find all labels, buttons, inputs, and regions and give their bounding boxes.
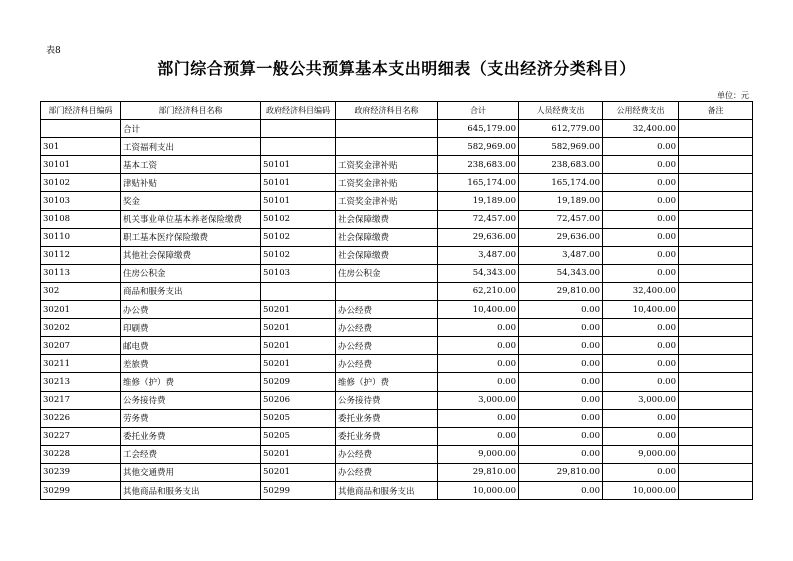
- dept-code-cell: 302: [41, 282, 121, 300]
- table-row: [41, 282, 753, 300]
- col-header-personnel: 人员经费支出: [519, 102, 603, 120]
- dept-name-cell: 劳务费: [121, 409, 261, 427]
- dept-code-cell: 30217: [41, 391, 121, 409]
- total-cell: 3,000.00: [438, 391, 519, 409]
- gov-name-cell: 公务接待费: [336, 391, 438, 409]
- gov-code-cell: 50201: [261, 355, 336, 373]
- public-cell: 0.00: [603, 427, 679, 445]
- dept-name-cell: 办公费: [121, 301, 261, 319]
- total-cell: 582,969.00: [438, 138, 519, 156]
- gov-code-cell: 50299: [261, 481, 336, 499]
- gov-name-cell: 工资奖金津补贴: [336, 192, 438, 210]
- public-cell: 0.00: [603, 138, 679, 156]
- public-cell: 0.00: [603, 192, 679, 210]
- table-row: [41, 463, 753, 481]
- dept-code-cell: 30110: [41, 228, 121, 246]
- total-cell: 0.00: [438, 337, 519, 355]
- note-cell: [679, 445, 753, 463]
- note-cell: [679, 120, 753, 138]
- total-cell: 645,179.00: [438, 120, 519, 138]
- col-header-dept-code: 部门经济科目编码: [41, 102, 121, 120]
- table-row: [41, 319, 753, 337]
- note-cell: [679, 355, 753, 373]
- dept-name-cell: 奖金: [121, 192, 261, 210]
- personnel-cell: 0.00: [519, 319, 603, 337]
- gov-code-cell: 50102: [261, 246, 336, 264]
- note-cell: [679, 210, 753, 228]
- dept-name-cell: 印刷费: [121, 319, 261, 337]
- gov-code-cell: 50206: [261, 391, 336, 409]
- personnel-cell: 0.00: [519, 337, 603, 355]
- table-row: [41, 264, 753, 282]
- dept-code-cell: 30201: [41, 301, 121, 319]
- gov-code-cell: 50201: [261, 319, 336, 337]
- personnel-cell: 0.00: [519, 391, 603, 409]
- gov-code-cell: 50201: [261, 445, 336, 463]
- personnel-cell: 0.00: [519, 301, 603, 319]
- personnel-cell: 0.00: [519, 427, 603, 445]
- dept-code-cell: 30226: [41, 409, 121, 427]
- total-cell: 0.00: [438, 355, 519, 373]
- gov-name-cell: 工资奖金津补贴: [336, 156, 438, 174]
- gov-code-cell: 50101: [261, 192, 336, 210]
- note-cell: [679, 373, 753, 391]
- gov-code-cell: 50101: [261, 174, 336, 192]
- gov-name-cell: 社会保障缴费: [336, 210, 438, 228]
- note-cell: [679, 282, 753, 300]
- personnel-cell: 54,343.00: [519, 264, 603, 282]
- table-row: [41, 228, 753, 246]
- total-cell: 165,174.00: [438, 174, 519, 192]
- personnel-cell: 238,683.00: [519, 156, 603, 174]
- table-row: [41, 337, 753, 355]
- dept-name-cell: 差旅费: [121, 355, 261, 373]
- public-cell: 0.00: [603, 264, 679, 282]
- gov-code-cell: 50101: [261, 156, 336, 174]
- note-cell: [679, 264, 753, 282]
- gov-name-cell: 社会保障缴费: [336, 228, 438, 246]
- table-number: 表8: [46, 46, 61, 56]
- gov-name-cell: 办公经费: [336, 445, 438, 463]
- note-cell: [679, 409, 753, 427]
- public-cell: 0.00: [603, 355, 679, 373]
- dept-code-cell: 30211: [41, 355, 121, 373]
- gov-name-cell: 工资奖金津补贴: [336, 174, 438, 192]
- table-row: [41, 373, 753, 391]
- dept-code-cell: 30228: [41, 445, 121, 463]
- gov-name-cell: 委托业务费: [336, 409, 438, 427]
- col-header-total: 合计: [438, 102, 519, 120]
- table-row: [41, 355, 753, 373]
- dept-code-cell: 30112: [41, 246, 121, 264]
- dept-name-cell: 其他交通费用: [121, 463, 261, 481]
- gov-name-cell: 其他商品和服务支出: [336, 481, 438, 499]
- public-cell: 0.00: [603, 174, 679, 192]
- gov-code-cell: 50102: [261, 210, 336, 228]
- dept-name-cell: 机关事业单位基本养老保险缴费: [121, 210, 261, 228]
- personnel-cell: 72,457.00: [519, 210, 603, 228]
- gov-name-cell: 社会保障缴费: [336, 246, 438, 264]
- dept-name-cell: 工资福利支出: [121, 138, 261, 156]
- note-cell: [679, 481, 753, 499]
- col-header-gov-name: 政府经济科目名称: [336, 102, 438, 120]
- dept-name-cell: 工会经费: [121, 445, 261, 463]
- personnel-cell: 19,189.00: [519, 192, 603, 210]
- note-cell: [679, 301, 753, 319]
- dept-name-cell: 津贴补贴: [121, 174, 261, 192]
- public-cell: 10,000.00: [603, 481, 679, 499]
- table-row: [41, 391, 753, 409]
- dept-code-cell: 301: [41, 138, 121, 156]
- dept-name-cell: 商品和服务支出: [121, 282, 261, 300]
- total-cell: 9,000.00: [438, 445, 519, 463]
- dept-code-cell: 30108: [41, 210, 121, 228]
- personnel-cell: 0.00: [519, 409, 603, 427]
- gov-name-cell: 办公经费: [336, 355, 438, 373]
- gov-name-cell: 住房公积金: [336, 264, 438, 282]
- gov-code-cell: 50201: [261, 337, 336, 355]
- dept-name-cell: 其他社会保障缴费: [121, 246, 261, 264]
- gov-code-cell: 50201: [261, 301, 336, 319]
- total-cell: 62,210.00: [438, 282, 519, 300]
- public-cell: 0.00: [603, 156, 679, 174]
- dept-name-cell: 基本工资: [121, 156, 261, 174]
- public-cell: 32,400.00: [603, 120, 679, 138]
- personnel-cell: 0.00: [519, 481, 603, 499]
- budget-table: [40, 101, 753, 500]
- public-cell: 0.00: [603, 337, 679, 355]
- dept-code-cell: 30101: [41, 156, 121, 174]
- personnel-cell: 29,636.00: [519, 228, 603, 246]
- total-cell: 29,810.00: [438, 463, 519, 481]
- public-cell: 0.00: [603, 210, 679, 228]
- note-cell: [679, 427, 753, 445]
- table-row: [41, 301, 753, 319]
- table-row: [41, 481, 753, 499]
- dept-name-cell: 住房公积金: [121, 264, 261, 282]
- public-cell: 0.00: [603, 409, 679, 427]
- table-row: [41, 246, 753, 264]
- gov-name-cell: 办公经费: [336, 301, 438, 319]
- public-cell: 0.00: [603, 463, 679, 481]
- table-row: [41, 174, 753, 192]
- dept-code-cell: 30202: [41, 319, 121, 337]
- dept-code-cell: 30227: [41, 427, 121, 445]
- gov-code-cell: [261, 282, 336, 300]
- dept-code-cell: 30102: [41, 174, 121, 192]
- table-header-row: [41, 102, 753, 120]
- table-body: [41, 120, 753, 500]
- gov-name-cell: [336, 282, 438, 300]
- total-cell: 19,189.00: [438, 192, 519, 210]
- dept-name-cell: 委托业务费: [121, 427, 261, 445]
- total-cell: 72,457.00: [438, 210, 519, 228]
- dept-code-cell: 30299: [41, 481, 121, 499]
- gov-code-cell: 50205: [261, 409, 336, 427]
- note-cell: [679, 246, 753, 264]
- personnel-cell: 582,969.00: [519, 138, 603, 156]
- public-cell: 10,400.00: [603, 301, 679, 319]
- public-cell: 3,000.00: [603, 391, 679, 409]
- dept-code-cell: 30207: [41, 337, 121, 355]
- total-cell: 238,683.00: [438, 156, 519, 174]
- note-cell: [679, 391, 753, 409]
- note-cell: [679, 192, 753, 210]
- public-cell: 9,000.00: [603, 445, 679, 463]
- table-row: [41, 156, 753, 174]
- gov-name-cell: 办公经费: [336, 337, 438, 355]
- dept-code-cell: 30103: [41, 192, 121, 210]
- gov-code-cell: 50103: [261, 264, 336, 282]
- note-cell: [679, 138, 753, 156]
- total-cell: 0.00: [438, 319, 519, 337]
- public-cell: 0.00: [603, 246, 679, 264]
- col-header-dept-name: 部门经济科目名称: [121, 102, 261, 120]
- personnel-cell: 0.00: [519, 445, 603, 463]
- col-header-note: 备注: [679, 102, 753, 120]
- public-cell: 32,400.00: [603, 282, 679, 300]
- table-row: [41, 138, 753, 156]
- note-cell: [679, 174, 753, 192]
- dept-code-cell: 30239: [41, 463, 121, 481]
- total-cell: 10,000.00: [438, 481, 519, 499]
- page-title: 部门综合预算一般公共预算基本支出明细表（支出经济分类科目）: [157, 59, 636, 78]
- gov-name-cell: 办公经费: [336, 463, 438, 481]
- note-cell: [679, 463, 753, 481]
- col-header-gov-code: 政府经济科目编码: [261, 102, 336, 120]
- gov-code-cell: 50102: [261, 228, 336, 246]
- total-cell: 54,343.00: [438, 264, 519, 282]
- table-row: [41, 192, 753, 210]
- table-row: [41, 120, 753, 138]
- personnel-cell: 0.00: [519, 355, 603, 373]
- dept-name-cell: 维修（护）费: [121, 373, 261, 391]
- personnel-cell: 165,174.00: [519, 174, 603, 192]
- note-cell: [679, 228, 753, 246]
- gov-code-cell: 50209: [261, 373, 336, 391]
- dept-name-cell: 其他商品和服务支出: [121, 481, 261, 499]
- dept-code-cell: 30113: [41, 264, 121, 282]
- total-cell: 0.00: [438, 373, 519, 391]
- total-cell: 0.00: [438, 427, 519, 445]
- personnel-cell: 612,779.00: [519, 120, 603, 138]
- table-row: [41, 409, 753, 427]
- gov-name-cell: [336, 120, 438, 138]
- public-cell: 0.00: [603, 373, 679, 391]
- note-cell: [679, 156, 753, 174]
- dept-name-cell: 公务接待费: [121, 391, 261, 409]
- total-cell: 10,400.00: [438, 301, 519, 319]
- gov-code-cell: 50205: [261, 427, 336, 445]
- gov-name-cell: [336, 138, 438, 156]
- table-row: [41, 427, 753, 445]
- gov-code-cell: [261, 120, 336, 138]
- dept-code-cell: [41, 120, 121, 138]
- total-cell: 0.00: [438, 409, 519, 427]
- personnel-cell: 29,810.00: [519, 282, 603, 300]
- dept-name-cell: 职工基本医疗保险缴费: [121, 228, 261, 246]
- personnel-cell: 0.00: [519, 373, 603, 391]
- gov-name-cell: 维修（护）费: [336, 373, 438, 391]
- dept-name-cell: 邮电费: [121, 337, 261, 355]
- dept-name-cell: 合计: [121, 120, 261, 138]
- unit-label: 单位：元: [717, 91, 749, 100]
- col-header-public: 公用经费支出: [603, 102, 679, 120]
- total-cell: 3,487.00: [438, 246, 519, 264]
- public-cell: 0.00: [603, 319, 679, 337]
- public-cell: 0.00: [603, 228, 679, 246]
- note-cell: [679, 319, 753, 337]
- gov-name-cell: 委托业务费: [336, 427, 438, 445]
- dept-code-cell: 30213: [41, 373, 121, 391]
- table-row: [41, 445, 753, 463]
- personnel-cell: 29,810.00: [519, 463, 603, 481]
- personnel-cell: 3,487.00: [519, 246, 603, 264]
- gov-code-cell: [261, 138, 336, 156]
- gov-code-cell: 50201: [261, 463, 336, 481]
- table-row: [41, 210, 753, 228]
- note-cell: [679, 337, 753, 355]
- total-cell: 29,636.00: [438, 228, 519, 246]
- gov-name-cell: 办公经费: [336, 319, 438, 337]
